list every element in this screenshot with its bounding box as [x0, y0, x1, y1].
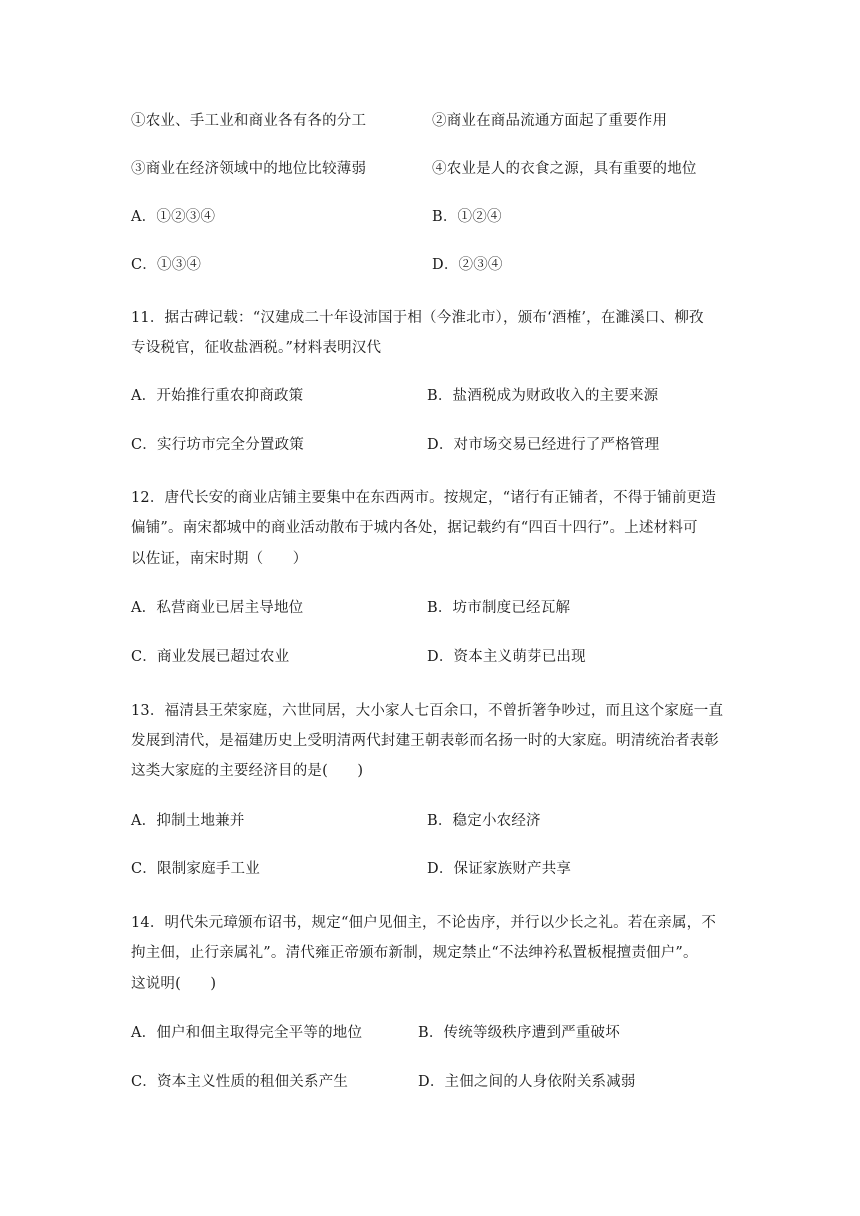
q11-stem-line-2: 专设税官，征收盐酒税。”材料表明汉代 — [131, 340, 382, 356]
q14-option-a[interactable]: A．佃户和佃主取得完全平等的地位 — [131, 1025, 363, 1041]
q10-statement-3: ③商业在经济领域中的地位比较薄弱 — [131, 161, 367, 177]
q12-option-b[interactable]: B．坊市制度已经瓦解 — [427, 600, 571, 616]
q10-statement-2: ②商业在商品流通方面起了重要作用 — [432, 113, 668, 129]
q11-option-c[interactable]: C．实行坊市完全分置政策 — [131, 437, 304, 453]
q10-statement-4: ④农业是人的衣食之源，具有重要的地位 — [432, 161, 697, 177]
q14-option-b[interactable]: B．传统等级秩序遭到严重破坏 — [418, 1025, 620, 1041]
q14-option-c[interactable]: C．资本主义性质的租佃关系产生 — [131, 1074, 349, 1090]
q10-option-d[interactable]: D．②③④ — [432, 257, 503, 273]
q14-stem-line-1: 14．明代朱元璋颁布诏书，规定“佃户见佃主，不论齿序，并行以少长之礼。若在亲属，不 — [131, 915, 717, 931]
q12-option-c[interactable]: C．商业发展已超过农业 — [131, 649, 290, 665]
q11-option-a[interactable]: A．开始推行重农抑商政策 — [131, 388, 304, 404]
q12-stem-line-2: 偏铺”。南宋都城中的商业活动散布于城内各处，据记载约有“四百十四行”。上述材料可 — [131, 520, 698, 536]
q12-option-a[interactable]: A．私营商业已居主导地位 — [131, 600, 304, 616]
q13-option-d[interactable]: D．保证家族财产共享 — [427, 861, 572, 877]
q11-option-d[interactable]: D．对市场交易已经进行了严格管理 — [427, 437, 660, 453]
q13-option-a[interactable]: A．抑制土地兼并 — [131, 813, 245, 829]
q13-stem-line-1: 13．福清县王荣家庭，六世同居，大小家人七百余口，不曾折箸争吵过，而且这个家庭一直 — [131, 703, 724, 719]
q11-stem-line-1: 11．据古碑记载：“汉建成二十年设沛国于相（今淮北市），颁布‘酒榷’，在濉溪口、柳孜 — [131, 310, 704, 326]
q12-option-d[interactable]: D．资本主义萌芽已出现 — [427, 649, 586, 665]
q14-stem-line-3: 这说明( ) — [131, 976, 217, 992]
q10-option-a[interactable]: A．①②③④ — [131, 209, 216, 225]
q13-stem-line-2: 发展到清代，是福建历史上受明清两代封建王朝表彰而名扬一时的大家庭。明清统治者表彰 — [131, 733, 719, 749]
q10-option-b[interactable]: B．①②④ — [432, 209, 502, 225]
q14-stem-line-2: 拘主佃，止行亲属礼”。清代雍正帝颁布新制，规定禁止“不法绅衿私置板棍擅责佃户”。 — [131, 945, 698, 961]
q10-option-c[interactable]: C．①③④ — [131, 257, 202, 273]
q12-stem-line-1: 12．唐代长安的商业店铺主要集中在东西两市。按规定，“诸行有正铺者，不得于铺前更造 — [131, 490, 717, 506]
q14-option-d[interactable]: D．主佃之间的人身依附关系减弱 — [418, 1074, 636, 1090]
q11-option-b[interactable]: B．盐酒税成为财政收入的主要来源 — [427, 388, 659, 404]
q10-statement-1: ①农业、手工业和商业各有各的分工 — [131, 113, 367, 129]
q13-stem-line-3: 这类大家庭的主要经济目的是( ) — [131, 763, 364, 779]
q13-option-c[interactable]: C．限制家庭手工业 — [131, 861, 260, 877]
q12-stem-line-3: 以佐证，南宋时期（ ） — [131, 551, 308, 567]
q13-option-b[interactable]: B．稳定小农经济 — [427, 813, 541, 829]
